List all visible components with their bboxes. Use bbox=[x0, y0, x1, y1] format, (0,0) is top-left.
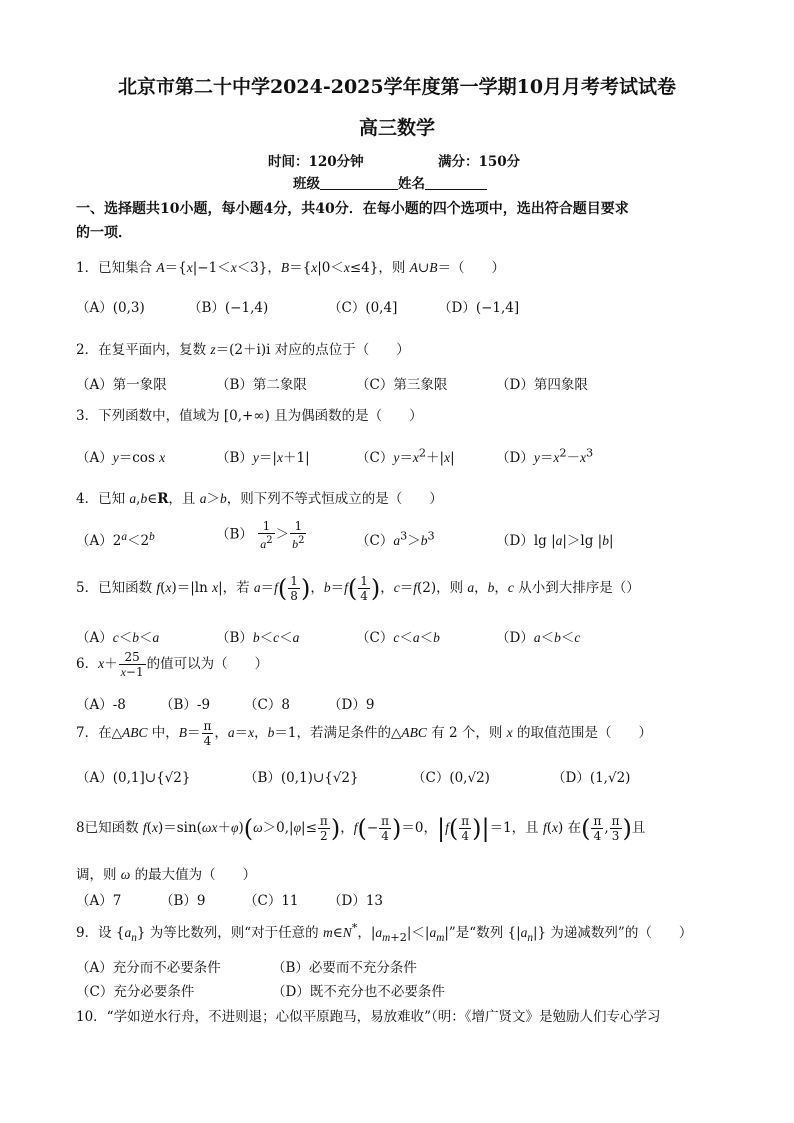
question-1: 1．已知集合 A＝{x|−1＜x＜3}，B＝{x|0＜x≤4}，则 A∪B＝（ ） bbox=[76, 260, 505, 276]
name-blank bbox=[425, 175, 487, 190]
question-10: 10．“学如逆水行舟，不进则退；心似平原跑马，易放难收”（明：《增广贤文》是勉励人们专心学习 bbox=[76, 1009, 661, 1025]
q6-option-a: （A）-8 bbox=[76, 697, 126, 713]
q5-option-b: （B）b＜c＜a bbox=[216, 630, 300, 646]
section-heading-line1: 一、选择题共10小题，每小题4分，共40分．在每小题的四个选项中，选出符合题目要求 bbox=[76, 201, 629, 217]
exam-subject: 高三数学 bbox=[358, 117, 435, 139]
class-label: 班级 bbox=[293, 176, 320, 192]
q1-option-d: （D）(−1,4] bbox=[438, 300, 520, 316]
q7-option-c: （C）(0,√2) bbox=[412, 770, 490, 786]
class-blank bbox=[320, 175, 398, 190]
q4-option-b: （B） $\frac{1}{a^2}$ ＞ $\frac{1}{b^2}$ bbox=[216, 519, 305, 551]
question-9: 9．设 $\{a_n\}$ 为等比数列，则“对于任意的 m∈N*，$|a_{m+2}|<|a_m|$”是“数列 $\{|a_n|\}$ 为递减数列”的（ ） bbox=[76, 921, 693, 944]
q9-option-d: （D）既不充分也不必要条件 bbox=[272, 984, 445, 1000]
q8-option-c: （C）11 bbox=[244, 893, 299, 909]
question-8-line1: 8已知函数 f(x)＝sin(ωx＋φ)(ω＞0,|φ|≤ $\frac{\pi}{2}$ )，f(− $\frac{\pi}{4}$ )＝0，|f( $\frac{\pi}{4}$ )|＝1，且 f(x) 在( $\frac{\pi}{4}$ , $\frac{\pi}{3}$ )且 bbox=[76, 814, 646, 843]
exam-title: 北京市第二十中学2024-2025学年度第一学期10月月考考试试卷 bbox=[117, 76, 677, 98]
name-label: 姓名 bbox=[398, 176, 425, 192]
q3-option-c: $(C)y=x^2+|x|$ bbox=[356, 446, 455, 466]
q5-option-a: （A）c＜b＜a bbox=[76, 630, 160, 646]
q2-option-c: （C）第三象限 bbox=[356, 377, 448, 393]
exam-score: 满分：150分 bbox=[438, 154, 521, 170]
q2-option-b: （B）第二象限 bbox=[216, 377, 307, 393]
q6-option-d: （D）9 bbox=[328, 697, 375, 713]
q1-option-a: （A）(0,3) bbox=[76, 300, 145, 316]
class-name-line bbox=[293, 172, 487, 192]
q2-option-a: （A）第一象限 bbox=[76, 377, 167, 393]
q7-option-a: （A）(0,1]∪{√2} bbox=[76, 770, 191, 786]
question-6: 6．x＋ $\frac{25}{x-1}$ 的值可以为（ ） bbox=[76, 650, 269, 679]
question-7: 7．在△ABC 中，B＝ $\frac{\pi}{4}$ ，a＝x，b＝1，若满足条件的△ABC 有 2 个，则 x 的取值范围是（ ） bbox=[76, 719, 652, 748]
q8-option-b: （B）9 bbox=[160, 893, 206, 909]
q1-option-b: （B）(−1,4) bbox=[188, 300, 269, 316]
q9-option-a: （A）充分而不必要条件 bbox=[76, 960, 221, 976]
question-2: 2．在复平面内，复数 z＝(2＋i)i 对应的点位于（ ） bbox=[76, 342, 410, 358]
q4-option-a: $(A)2^a<2^b$ bbox=[76, 530, 155, 549]
q6-option-c: （C）8 bbox=[244, 697, 290, 713]
q5-option-c: （C）c＜a＜b bbox=[356, 630, 440, 646]
question-4: 4．已知 a,b∈R，且 a＞b，则下列不等式恒成立的是（ ） bbox=[76, 491, 443, 507]
q1-option-c: （C）(0,4] bbox=[328, 300, 398, 316]
q9-option-b: （B）必要而不充分条件 bbox=[272, 960, 417, 976]
q4-option-c: $(C)a^3>b^3$ bbox=[356, 529, 435, 549]
question-5: 5．已知函数 f(x)＝|ln x|，若 a＝f( $\frac{1}{8}$ )，b＝f( $\frac{1}{4}$ )，c＝f(2)，则 a，b，c 从小到大排序是（） bbox=[76, 574, 640, 603]
q8-option-d: （D）13 bbox=[328, 893, 384, 909]
q4-option-d: （D）lg |a|＞lg |b| bbox=[496, 533, 614, 549]
question-3: 3．下列函数中，值域为 [0,+∞) 且为偶函数的是（ ） bbox=[76, 408, 423, 424]
q2-option-d: （D）第四象限 bbox=[496, 377, 588, 393]
exam-time: 时间：120分钟 bbox=[268, 154, 364, 170]
q7-option-b: （B）(0,1)∪{√2} bbox=[244, 770, 359, 786]
q5-option-d: （D）a＜b＜c bbox=[496, 630, 581, 646]
q8-option-a: （A）7 bbox=[76, 893, 122, 909]
q9-option-c: （C）充分必要条件 bbox=[76, 984, 195, 1000]
question-8-line2: 调，则 ω 的最大值为（ ） bbox=[76, 867, 257, 883]
q7-option-d: （D）(1,√2) bbox=[552, 770, 631, 786]
q6-option-b: （B）-9 bbox=[160, 697, 211, 713]
section-heading-line2: 的一项． bbox=[76, 225, 132, 241]
q3-option-d: $(D)y=x^2-x^3$ bbox=[496, 446, 594, 466]
q3-option-b: （B）y＝|x＋1| bbox=[216, 450, 310, 466]
q3-option-a: （A）y＝cos x bbox=[76, 450, 166, 466]
